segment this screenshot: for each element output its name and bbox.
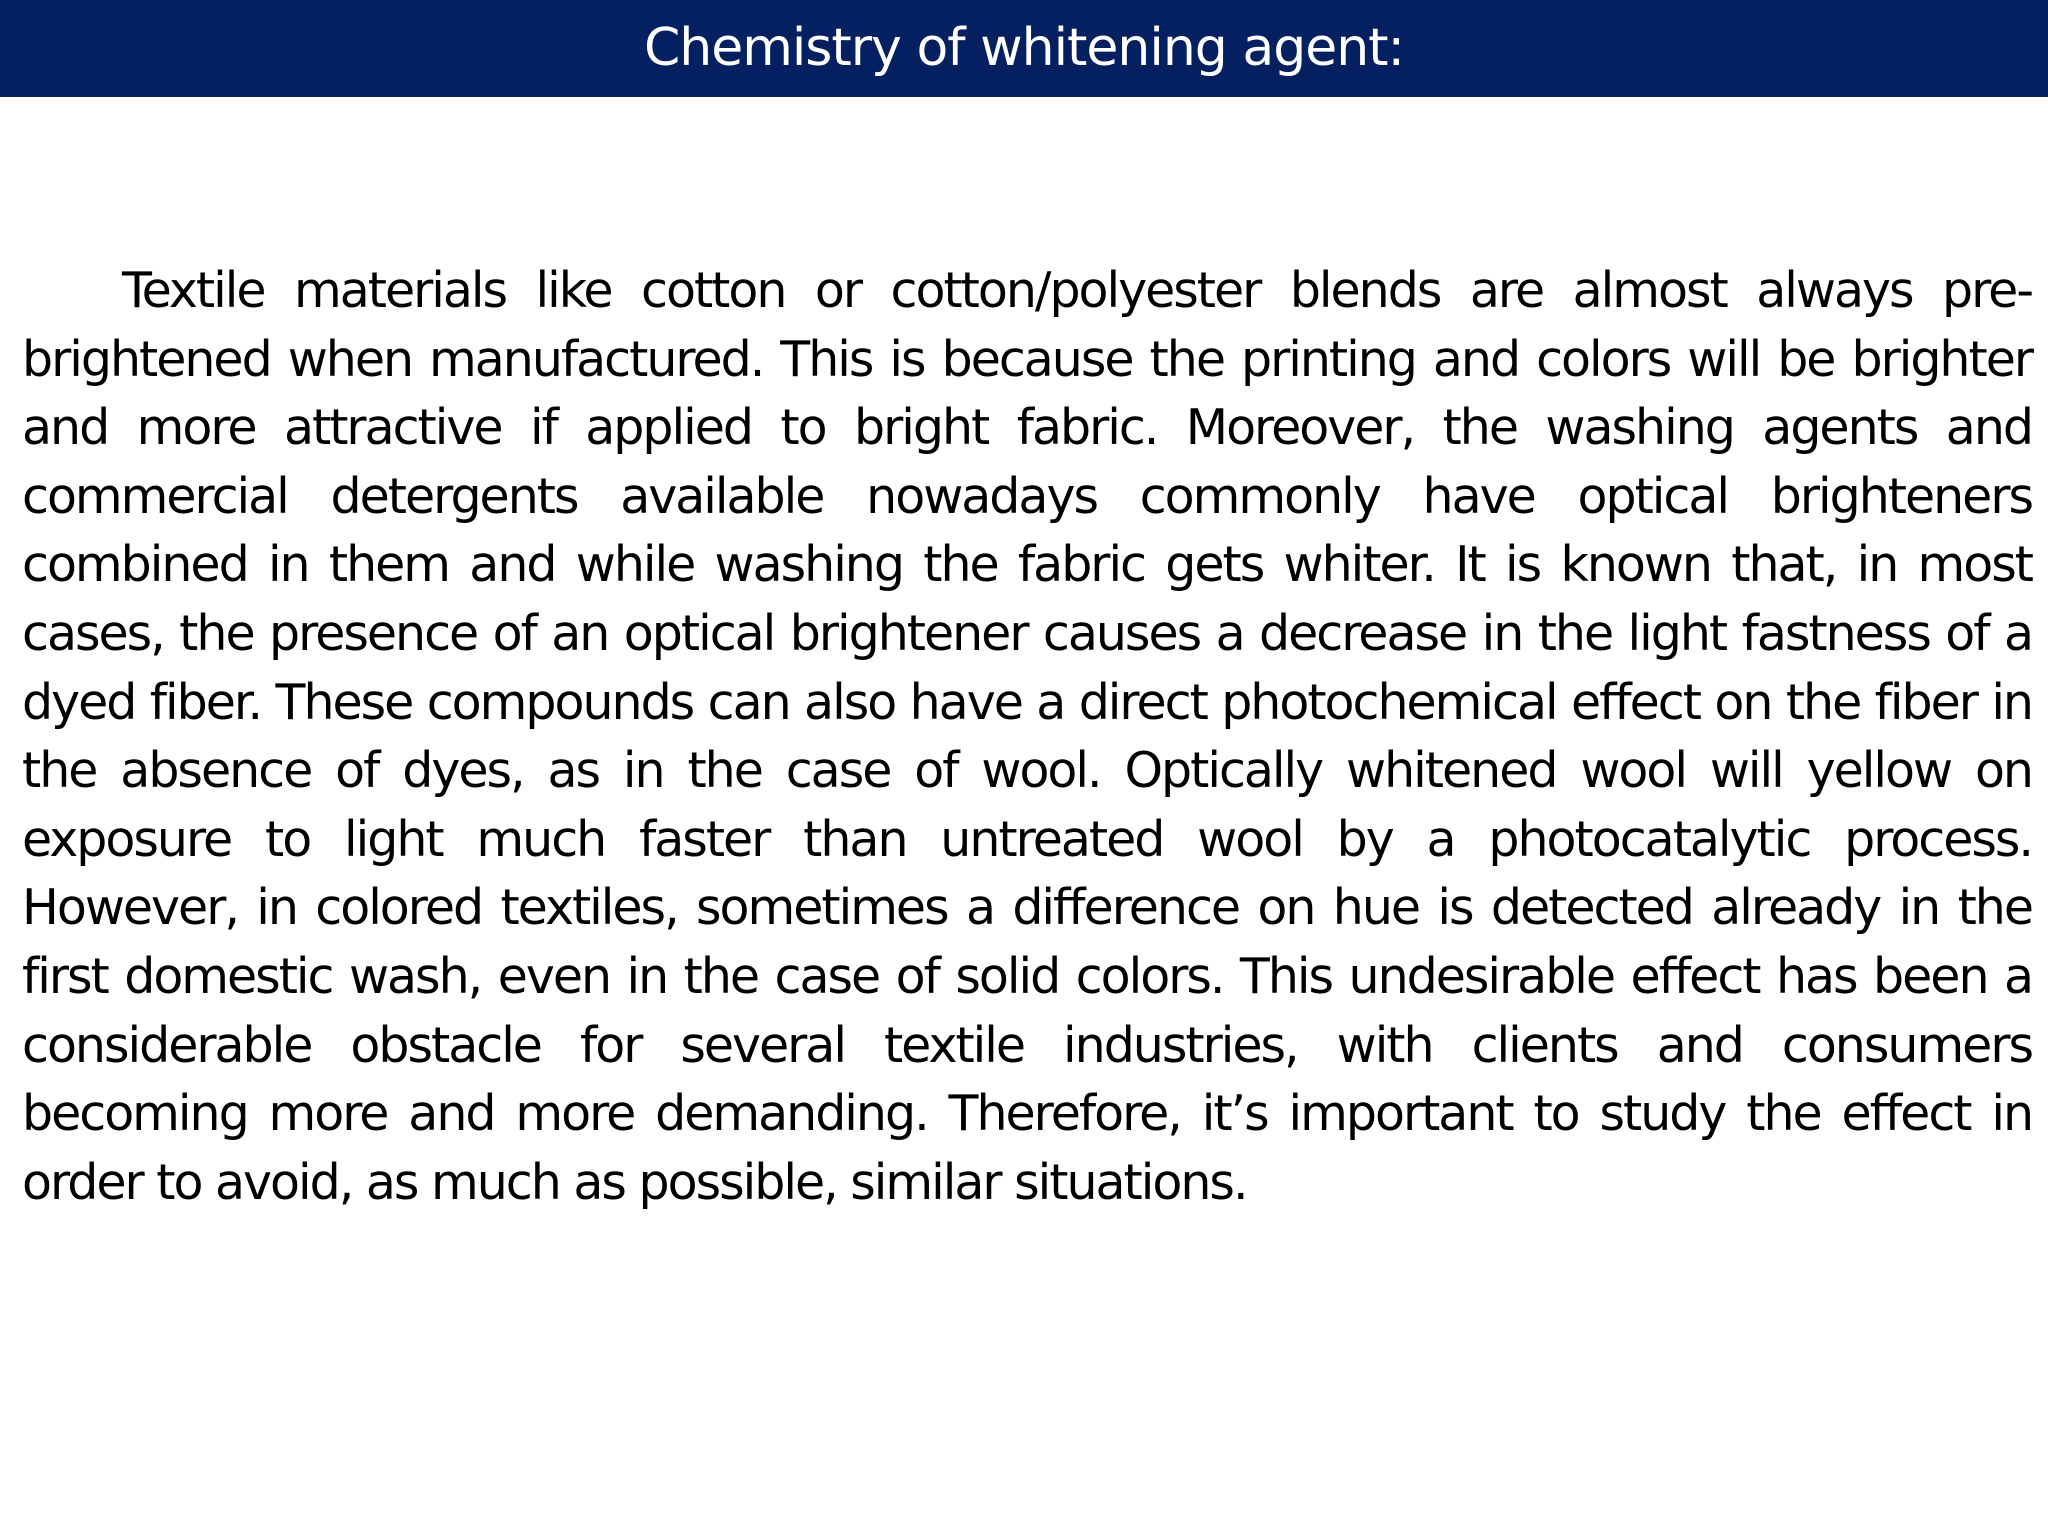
slide-title: Chemistry of whitening agent:: [643, 18, 1405, 78]
title-bar: [0, 0, 2048, 97]
body-paragraph: Textile materials like cotton or cotton/polyester blends are almost always pre-brightened when manufactured. This is because the printing and colors will be brighter and more attractive if applied to bright fabric. Moreover, the washing agents and commercial detergents available nowadays commonly have optical brighteners combined in them and while washing the fabric gets whiter. It is known that, in most cases, the presence of an optical brightener causes a decrease in the light fastness of a dyed fiber. These compounds can also have a direct photochemical effect on the fiber in the absence of dyes, as in the case of wool. Optically whitened wool will yellow on exposure to light much faster than untreated wool by a photocatalytic process. However, in colored textiles, sometimes a difference on hue is detected already in the first domestic wash, even in the case of solid colors. This undesirable effect has been a considerable obstacle for several textile industries, with clients and consumers becoming more and more demanding. Therefore, it’s important to study the effect in order to avoid, as much as possible, similar situations.: [22, 262, 2032, 1211]
